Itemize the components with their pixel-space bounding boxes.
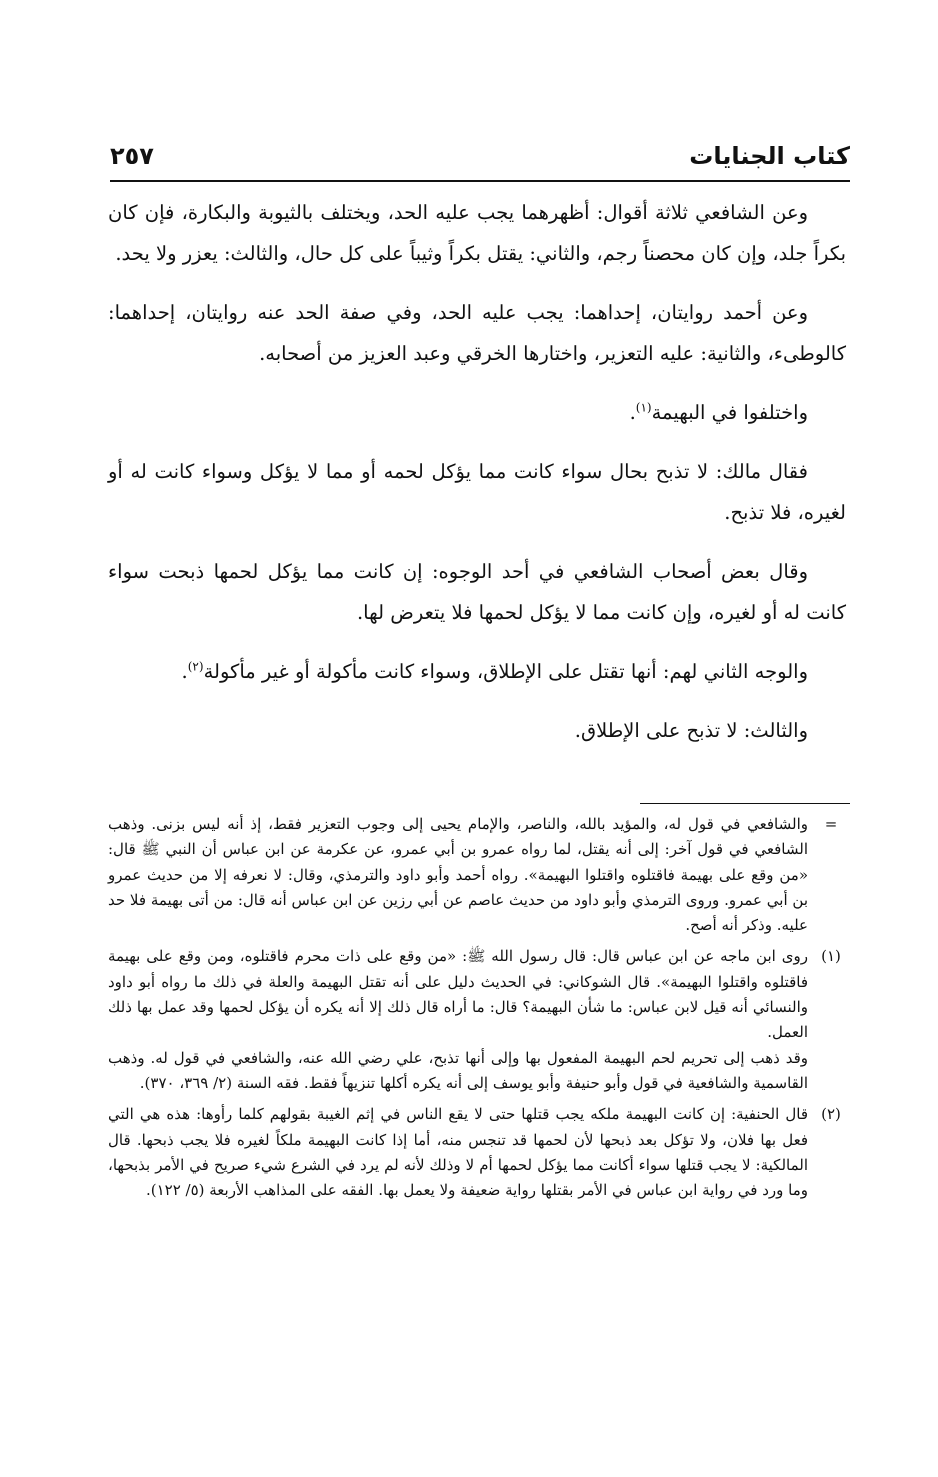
footnote-text: روى ابن ماجه عن ابن عباس قال: قال رسول الله ﷺ: «من وقع على ذات محرم فاقتلوه، ومن وقع على بهيمة فاقتلوه واقتلوا البهيمة». قال الشوكاني: في الحديث دليل على أنه تقتل البهيمة والعلة في ذلك ما رواه أبو داود والنسائي أنه قيل لابن عباس: ما شأن البهيمة؟ قال: ما أراه قال ذلك إلا أنه يكره أن يؤكل لحمها وقد عمل بها ذلك العمل.: [108, 947, 808, 1042]
footnote-separator: [640, 803, 850, 804]
page-number: ٢٥٧: [110, 142, 154, 170]
paragraph-with-footnote-ref: [108, 392, 846, 433]
chapter-title: كتاب الجنايات: [689, 142, 850, 170]
main-text: [108, 192, 846, 769]
paragraph-end: .: [629, 401, 636, 424]
footnotes: [108, 812, 850, 1209]
paragraph: فقال مالك: لا تذبح بحال سواء كانت مما يؤكل لحمه أو مما لا يؤكل وسواء كانت له أو لغيره، فلا تذبح.: [108, 460, 846, 524]
footnote-marker: (٢): [821, 1105, 841, 1124]
footnote-marker: =: [824, 815, 838, 833]
paragraph: والثالث: لا تذبح على الإطلاق.: [574, 719, 808, 742]
footnote-ref-2[interactable]: (٢): [187, 659, 204, 674]
footnote-text: قال الحنفية: إن كانت البهيمة ملكه يجب قتلها حتى لا يقع الناس في إثم الغيبة بقولهم كلما رأوها: هذه هي التي فعل بها فلان، ولا تؤكل بعد ذبحها لأن لحمها قد تنجس منه، أما إذا كانت البهيمة ملكاً لغيره فلا يجب ذبحها. قال المالكية: لا يجب قتلها سواء أكانت مما يؤكل لحمها أم لا وذلك لأنه لم يرد في الشرع شيء صريح في الأمر بذبحها، وما ورد في رواية ابن عباس في الأمر بقتلها رواية ضعيفة ولا يعمل بها. الفقه على المذاهب الأربعة (٥/ ١٢٢).: [108, 1105, 808, 1200]
paragraph-end: .: [181, 660, 188, 683]
paragraph: وعن الشافعي ثلاثة أقوال: أظهرهما يجب عليه الحد، ويختلف بالثيوبة والبكارة، فإن كان بكراً جلد، وإن كان محصناً رجم، والثاني: يقتل بكراً وثيباً على كل حال، والثالث: يعزر ولا يحد.: [108, 201, 846, 265]
running-header: [110, 140, 850, 182]
paragraph: وعن أحمد روايتان، إحداهما: يجب عليه الحد، وفي صفة الحد عنه روايتان، إحداهما: كالوطىء، والثانية: عليه التعزير، واختارها الخرقي وعبد العزيز من أصحابه.: [108, 301, 846, 365]
footnote-continuation: [108, 812, 850, 938]
paragraph-text: والوجه الثاني لهم: أنها تقتل على الإطلاق، وسواء كانت مأكولة أو غير مأكولة: [203, 660, 808, 683]
footnote-2: [108, 1102, 850, 1203]
footnote-text: وقد ذهب إلى تحريم لحم البهيمة المفعول بها وإلى أنها تذبح، علي رضي الله عنه، والشافعي في قول له. وذهب القاسمية والشافعية في قول وأبو حنيفة وأبو يوسف إلى أنه يكره أكلها تنزيهاً فقط. فقه السنة (٢/ ٣٦٩، ٣٧٠).: [108, 1048, 808, 1092]
footnote-marker: (١): [821, 947, 841, 966]
footnote-ref-1[interactable]: (١): [635, 400, 652, 415]
footnote-1: [108, 944, 850, 1096]
footnote-text: والشافعي في قول له، والمؤيد بالله، والناصر، والإمام يحيى إلى وجوب التعزير فقط، إذ أنه ليس بزنى. وذهب الشافعي في قول آخر: إلى أنه يقتل، لما رواه عمرو بن أبي عمرو، عن عكرمة عن ابن عباس أن النبي ﷺ قال: «من وقع على بهيمة فاقتلوه واقتلوا البهيمة». رواه أحمد وأبو داود والترمذي، وقال: لا نعرفه إلا من حديث عمرو بن أبي عمرو. وروى الترمذي وأبو داود من حديث عاصم عن أبي رزين عن ابن عباس أنه قال: من أتى بهيمة فلا حد عليه. وذكر أنه أصح.: [108, 815, 808, 935]
paragraph-with-footnote-ref: [108, 651, 846, 692]
paragraph: وقال بعض أصحاب الشافعي في أحد الوجوه: إن كانت مما يؤكل لحمها ذبحت سواء كانت له أو لغيره، وإن كانت مما لا يؤكل لحمها فلا يتعرض لها.: [108, 560, 846, 624]
paragraph-text: واختلفوا في البهيمة: [651, 401, 808, 424]
